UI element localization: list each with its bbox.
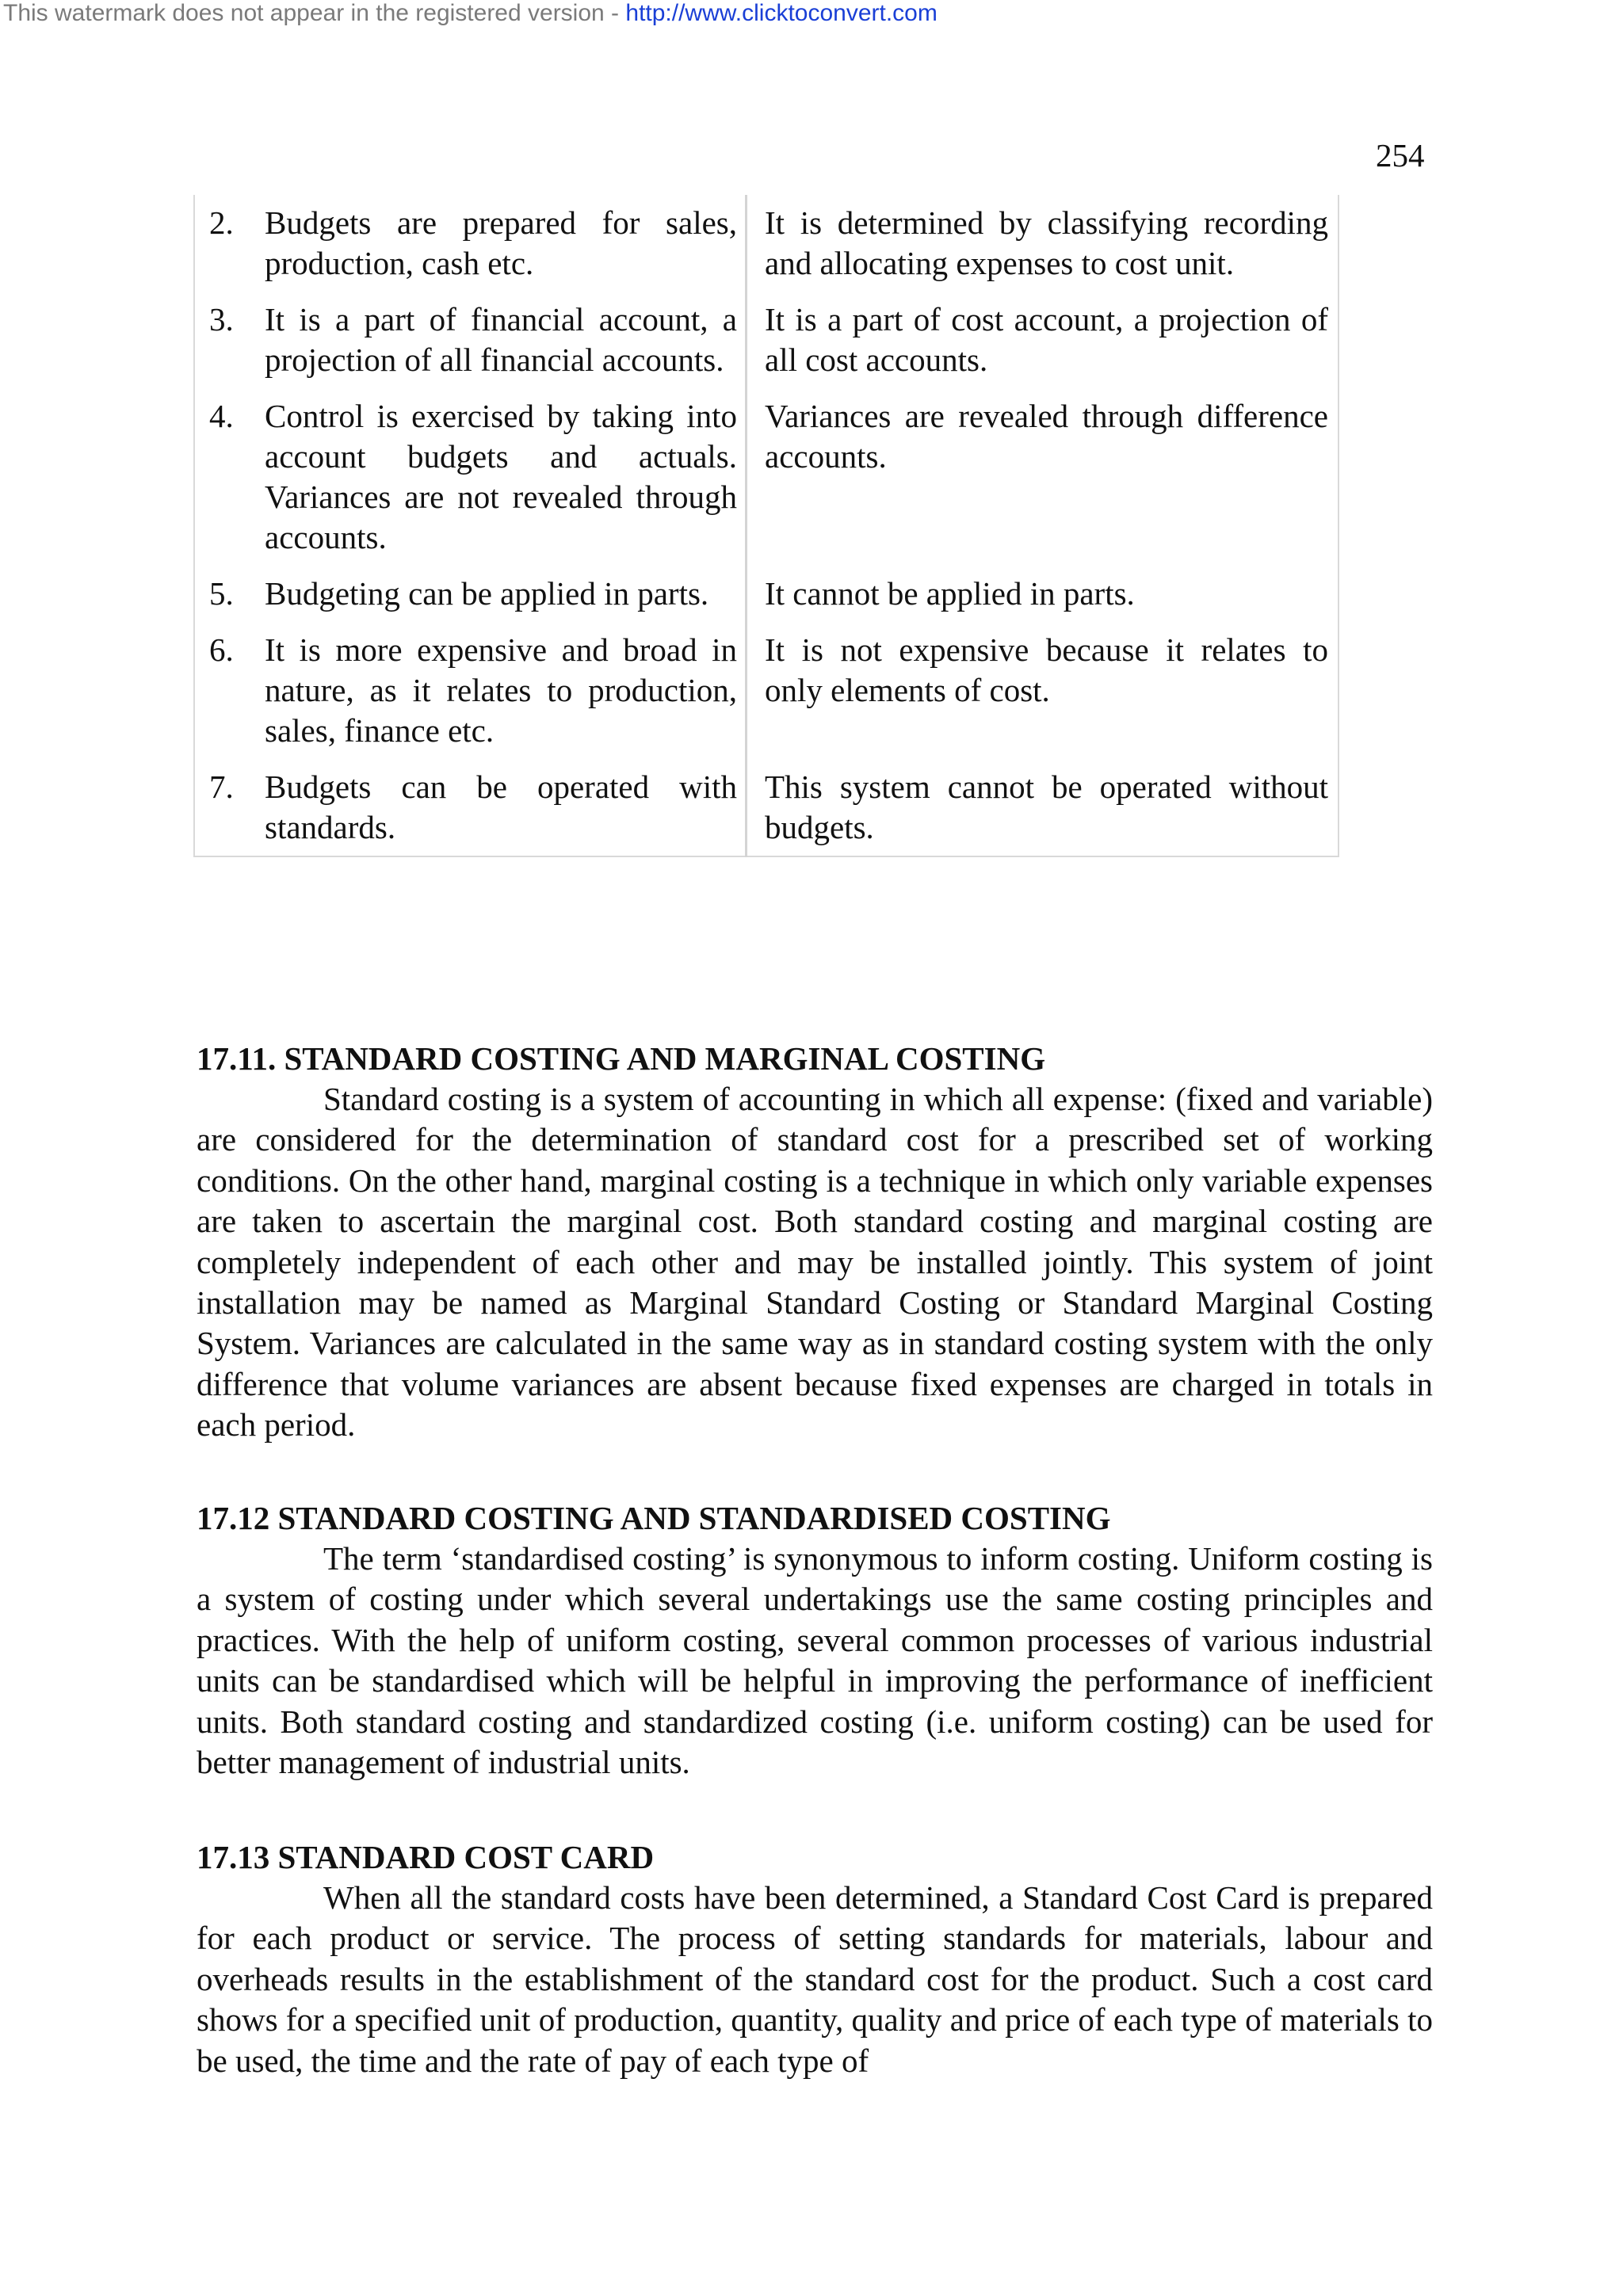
section-paragraph: When all the standard costs have been determined, a Standard Cost Card is prepared for each product or service. The process of setting standards for materials, labour and overheads results in the establishment of the standard cost for the product. Such a cost card shows for a specified unit of production, quantity, quality and price of each type of materials to be used, the time and the rate of pay of each type of (197, 1879, 1433, 2079)
standard-costing-cell: Variances are revealed through difference accounts. (747, 388, 1339, 566)
section-heading: 17.13 STANDARD COST CARD (197, 1839, 655, 1875)
section-standard-vs-marginal (197, 1038, 1433, 1446)
section-heading: 17.12 STANDARD COSTING AND STANDARDISED COSTING (197, 1500, 1111, 1536)
standard-costing-cell: This system cannot be operated without budgets. (747, 759, 1339, 856)
standard-costing-cell: It is determined by classifying recording and allocating expenses to cost unit. (747, 195, 1339, 292)
standard-costing-cell: It is a part of cost account, a projection of all cost accounts. (747, 292, 1339, 388)
budgetary-control-cell: It is a part of financial account, a projection of all financial accounts. (262, 292, 747, 388)
row-number: 3. (194, 292, 262, 388)
watermark-text: This watermark does not appear in the registered version - (3, 0, 626, 26)
section-standard-vs-standardised (197, 1497, 1433, 1783)
page-number: 254 (1376, 137, 1425, 174)
budgetary-control-cell: It is more expensive and broad in nature, as it relates to production, sales, finance etc. (262, 622, 747, 759)
table-row (194, 388, 1338, 566)
row-number: 5. (194, 566, 262, 622)
table-row (194, 292, 1338, 388)
standard-costing-cell: It is not expensive because it relates to only elements of cost. (747, 622, 1339, 759)
watermark (3, 0, 938, 27)
table-row (194, 622, 1338, 759)
table-row (194, 566, 1338, 622)
table-row (194, 195, 1338, 292)
row-number: 6. (194, 622, 262, 759)
budgetary-control-cell: Control is exercised by taking into account budgets and actuals. Variances are not revealed through accounts. (262, 388, 747, 566)
section-paragraph: Standard costing is a system of accounting in which all expense: (fixed and variable) are considered for the determination of standard cost for a prescribed set of working conditions. On the other hand, marginal costing is a technique in which only variable expenses are taken to ascertain the marginal cost. Both standard costing and marginal costing are completely independent of each other and may be installed jointly. This system of joint installation may be named as Marginal Standard Costing or Standard Marginal Costing System. Variances are calculated in the same way as in standard costing system with the only difference that volume variances are absent because fixed expenses are charged in totals in each period. (197, 1081, 1433, 1444)
budgetary-control-cell: Budgeting can be applied in parts. (262, 566, 747, 622)
section-standard-cost-card (197, 1836, 1433, 2081)
budgetary-control-cell: Budgets are prepared for sales, production, cash etc. (262, 195, 747, 292)
row-number: 4. (194, 388, 262, 566)
watermark-link[interactable]: http://www.clicktoconvert.com (625, 0, 938, 26)
standard-costing-cell: It cannot be applied in parts. (747, 566, 1339, 622)
row-number: 2. (194, 195, 262, 292)
section-paragraph: The term ‘standardised costing’ is synonymous to inform costing. Uniform costing is a system of costing under which several undertakings use the same costing principles and practices. With the help of uniform costing, several common processes of various industrial units can be standardised which will be helpful in improving the performance of inefficient units. Both standard costing and standardized costing (i.e. uniform costing) can be used for better management of industrial units. (197, 1540, 1433, 1781)
budgetary-control-cell: Budgets can be operated with standards. (262, 759, 747, 856)
comparison-table (193, 195, 1339, 857)
table-row (194, 759, 1338, 856)
row-number: 7. (194, 759, 262, 856)
section-heading: 17.11. STANDARD COSTING AND MARGINAL COSTING (197, 1040, 1046, 1077)
